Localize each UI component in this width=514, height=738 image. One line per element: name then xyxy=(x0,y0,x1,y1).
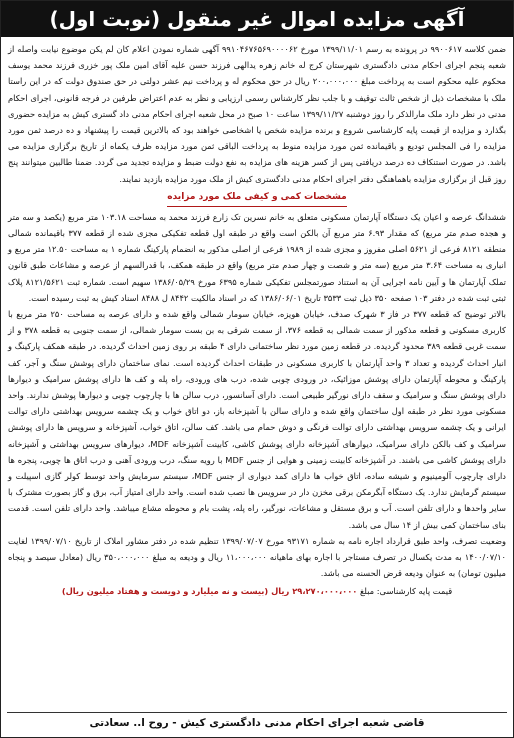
property-details-2: بالاتر توضیح که قطعه ۳۷۷ در فاز ۳ شهرک صدف، خیابان هویزه، خیابان سومار شمالی واقع شده و دارای عرصه به مساحت ۲۵۰ متر مربع با کاربری مسکونی و قطعه مذکور از سمت شمالی به قطعه ۳۷۶، از سمت شرقی به بن بست سومار شمالی، از سمت جنوبی به قطعه ۳۷۸ و از سمت غربی قطعه ۳۸۹ محدود گردیده. در قطعه زمین مورد نظر ساختمانی دارای ۴ طبقه بر روی زمین احداث گردیده. در طبقه همکف پارکینگ و انبار احداث گردیده و تعداد ۳ واحد آپارتمان با کاربری مسکونی در طبقات احداث گردیده است. نمای ساختمان دارای پوشش سنگ و آجر، کف پارکینگ و محوطه آپارتمان دارای پوشش موزائیک، در ورودی چوبی شده، درب های ورودی، راه پله و کف ها دارای پوشش سرامیک و دیوارها دارای پوشش سنگ و سرامیک و سقف دارای نورگیر طبیعی است. دارای آسانسور، درب سالن ها با چارچوب چوبی و دیوارها پوشش ندارند. واحد مسکونی مورد نظر در طبقه اول ساختمان واقع شده و دارای سالن با آشپزخانه باز، دو اتاق خواب و یک چشمه سرویس بهداشتی دارای توالت ایرانی و یک چشمه سرویس بهداشتی دارای توالت فرنگی و دوش حمام می باشد. کف سالن، اتاق خواب، آشپزخانه و سرویس ها دارای پوشش سرامیک و کف بالکن دارای سرامیک، دیوارهای آشپزخانه دارای پوشش کاشی، کابینت آشپزخانه MDF، دیوارهای سرویس بهداشتی و آشپزخانه دارای پوشش کاشی می باشند. در آشپزخانه کابینت زمینی و هوایی از جنس MDF با رویه سنگ، درب ورودی آهنی و درب اتاق ها چوبی، پنجره ها دارای چارچوب آلومینیوم و شیشه ساده، اتاق خواب ها دارای کمد دیواری از جنس MDF، سیستم سرمایش واحد توسط کولر گازی اسپیلت و سیستم گرمایش ندارد. یک دستگاه آبگرمکن برقی مخزن دار در سرویس ها نصب شده است. واحد دارای امتیاز آب، برق و گاز بصورت مشترک با سایر واحدها و دارای تلفن است. آب و برق مستقل و مشاعات، نورگیر، راه پله، پشت بام و محوطه مشاع میباشد. واحد دارای تلفن است. قدمت بنای ساختمان کمی بیش از ۱۴ سال می باشد. xyxy=(8,309,507,530)
notice-body xyxy=(8,41,506,599)
occupancy-details: وضعیت تصرف، واحد طبق قرارداد اجاره نامه به شماره ۹۳۱۷۱ مورخ ۱۳۹۹/۰۷/۰۷ تنظیم شده در دفتر مشاور املاک از تاریخ ۱۳۹۹/۰۷/۱۰ لغایت ۱۴۰۰/۰۷/۱۰ به مدت یکسال در تصرف مستاجر با اجاره بهای ماهیانه ۱۱،۰۰۰،۰۰۰ ریال و ودیعه به مبلغ ۳۵۰،۰۰۰،۰۰۰ ریال (معادل سیصد و پنجاه میلیون تومان) به عنوان ودیعه قرض الحسنه می باشد. xyxy=(8,535,506,579)
base-price-value: ۲۹،۲۷۰،۰۰۰،۰۰۰ ریال (بیست و نه میلیارد و دویست و هفتاد میلیون ریال) xyxy=(61,585,358,596)
notice-footer xyxy=(7,715,507,731)
footer-divider xyxy=(7,712,507,713)
property-spec-heading: مشخصات کمی و کیفی ملک مورد مزایده xyxy=(167,191,347,202)
notice-header xyxy=(1,1,513,37)
base-price-label: قیمت پایه کارشناسی: مبلغ xyxy=(360,585,453,596)
base-price xyxy=(8,584,506,599)
notice-title: آگهی مزایده اموال غیر منقول (نوبت اول) xyxy=(49,7,465,31)
judge-signature: قاضی شعبه اجرای احکام مدنی دادگستری کیش - روح ا.. سعادتی xyxy=(89,717,425,729)
heading-underline xyxy=(167,206,347,207)
notice-intro: ضمن کلاسه ۹۹۰۰۶۱۷ در پرونده به رسم ۱۳۹۹/۱۱/۰۱ مورخ ۹۹۱۰۴۶۷۶۵۶۹۰۰۰۰۶۲ آگهی شماره نمودن اعلام کان لم یکن موضوع نیابت واصله از شعبه پنجم اجرای احکام مدنی دادگستری شهرستان کرج له خانم زهره یدالهی فرزند حسن علیه آقای امین ملک پور خزری فرزند محمد یوسف محکوم علیه محکوم است به پرداخت مبلغ ۲۰۰،۰۰۰،۰۰۰ ریال در حق محکوم له و پرداخت نیم عشر دولتی در حق صندوق دولت که در این راستا ملک با مشخصات ذیل از شخص ثالث توقیف و با جلب نظر کارشناس رسمی ارزیابی و نظر به عدم اعتراض طرفین در فرجه قانونی، اجرای احکام مدنی در نظر دارد ملک مارالذکر را روز دوشنبه ۱۳۹۹/۱۱/۲۷ ساعت ۱۰ صبح در محل شعبه اجرای احکام مدنی داد گستری کیش به مزایده حضوری بگذارد و مزایده از قیمت پایه کارشناسی شروع و برنده مزایده شخص یا اشخاصی خواهند بود که بالاترین قیمت را پیشنهاد و ده درصد ثمن مورد مزایده را فی المجلس تودیع و باقیمانده ثمن مورد مزایده منوط به پرداخت الباقی ثمن مورد مزایده ظرف یکماه از تاریخ برگزاری مزایده می باشد. در صورت استنکاف ده درصد دریافتی پس از کسر هزینه های مزایده به نفع دولت ضبط و مزایده تجدید می گردد. ضمنا طالبین میتوانند پنج روز قبل از برگزاری مزایده باهماهنگی دفتر اجرای احکام مدنی دادگستری کیش از ملک مورد مزایده بازدید نمایند. xyxy=(8,44,507,184)
property-details-1: ششدانگ عرصه و اعیان یک دستگاه آپارتمان مسکونی متعلق به خانم نسرین تک زارع فرزند محمد به مساحت ۱۰۳.۱۸ متر مربع (یکصد و سه متر و هجده صدم متر مربع) که مقدار ۶.۹۳ متر مربع آن بالکن است واقع در طبقه اول قطعه تفکیکی مجزی شده از قطعه ۳۷۷ باقیمانده شمالی منطقه ۸۱۲۱ فرعی از ۵۶۲۱ اصلی مفروز و مجزی شده از ۱۹۸۹ فرعی از اصلی مذکور به انضمام پارکینگ شماره ۱ به مساحت ۱۲.۵۰ متر مربع و انباری به مساحت ۳.۶۴ متر مربع (سه متر و شصت و چهار صدم متر مربع) واقع در طبقه همکف، با قدرالسهم از عرصه و مشاعات طبق قانون تملک آپارتمان ها و آیین نامه اجرایی آن به استناد صورتمجلس تفکیکی شماره ۶۳۹۵ مورخ ۱۳۸۶/۰۵/۲۹ سهیم است. شماره ثبت ۸۱۲۱/۵۶۲۱ پلاک ثبتی ثبت شده در دفتر ۱۰۳ صفحه ۳۵۰ ذیل ثبت ۳۵۳۳ تاریخ ۱۳۸۶/۰۶/۰۱ که در اسناد مالکیت ۸۴۴۲ ل ۸۴۸۸ اسناد کیش به ثبت رسیده است. xyxy=(8,211,506,303)
